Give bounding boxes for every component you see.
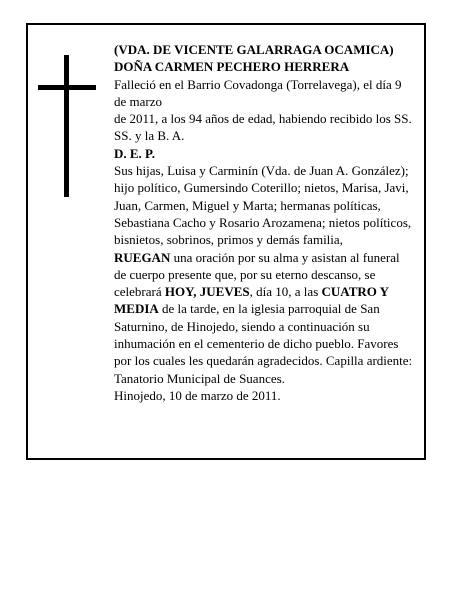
funeral-day: HOY, JUEVES (164, 284, 250, 300)
deceased-name: DOÑA CARMEN PECHERO HERRERA (114, 59, 350, 75)
death-notice-line-1: Falleció en el Barrio Covadonga (Torrelavega), el día 9 de marzo (114, 76, 402, 109)
family-paragraph: Sus hijas, Luisa y Carminín (Vda. de Juan A. González); hijo político, Gumersindo Coterillo; nietos, Marisa, Javi, Juan, Carmen, Miguel y Marta; hermanas políticas, Sebastiana Cacho y Rosario Arozamena; nietos políticos, bisnietos, sobrinos, primos y demás familia, (114, 163, 412, 248)
request-paragraph (114, 249, 414, 387)
funeral-time: CUATRO Y MEDIA (114, 284, 389, 317)
request-text-3: de la tarde, en la iglesia parroquial de San Saturnino, de Hinojedo, siendo a continuación su inhumación en el cementerio de dicho pueblo. Favores por los cuales les quedarán agradecidos. Capilla ardiente: Tanatorio Municipal de Suances. (114, 301, 413, 386)
death-notice-line-2: de 2011, a los 94 años de edad, habiendo recibido los SS. SS. y la B. A. (114, 111, 412, 144)
request-text-1: una oración por su alma y asistan al funeral de cuerpo presente que, por su eterno descanso, se celebrará (114, 249, 400, 300)
request-text-2: , día 10, a las (249, 284, 322, 300)
request-keyword: RUEGAN (114, 249, 171, 265)
place-date-line: Hinojedo, 10 de marzo de 2011. (114, 387, 281, 403)
cross-icon (38, 55, 96, 197)
dep-line: D. E. P. (114, 145, 156, 161)
cross-horizontal-bar (38, 85, 96, 90)
cross-vertical-bar (64, 55, 69, 197)
obituary-text (114, 41, 414, 404)
widow-line: (VDA. DE VICENTE GALARRAGA OCAMICA) (114, 42, 394, 57)
